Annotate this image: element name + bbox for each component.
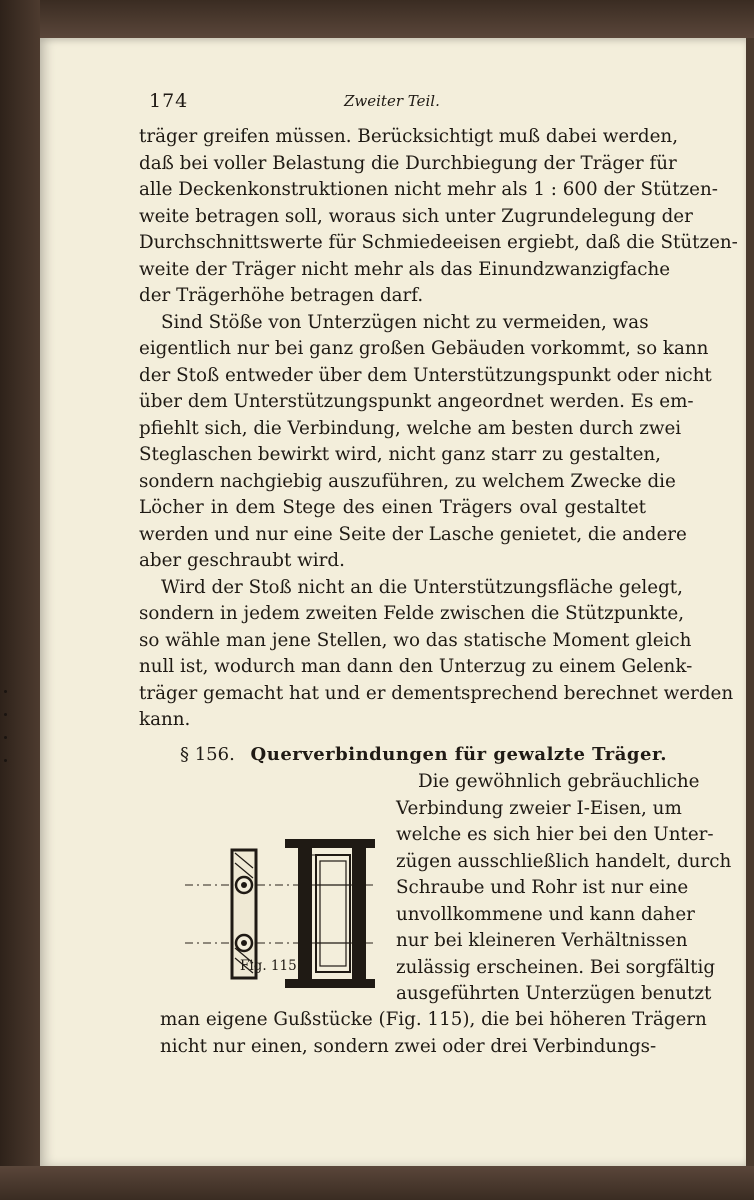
- text-line: träger gemacht hat und er dementsprechend berechnet werden: [139, 682, 734, 704]
- text-line: Durchschnittswerte für Schmiedeeisen ergiebt, daß die Stützen-: [139, 232, 738, 253]
- text-line: pfiehlt sich, die Verbindung, welche am besten durch zwei: [139, 417, 682, 439]
- running-head: Zweiter Teil.: [344, 92, 440, 110]
- text-line: weite der Träger nicht mehr als das Einundzwanzigfache: [139, 258, 671, 280]
- side-paragraph: [396, 769, 732, 1008]
- text-line: Löcher in dem Stege des einen Trägers oval gestaltet: [139, 497, 646, 518]
- text-line: Wird der Stoß nicht an die Unterstützungsfläche gelegt,: [160, 576, 683, 598]
- text-line: werden und nur eine Seite der Lasche genietet, die andere: [139, 523, 687, 545]
- text-line: träger greifen müssen. Berücksichtigt muß dabei werden,: [139, 126, 679, 147]
- book-page: [40, 38, 746, 1166]
- text-line: über dem Unterstützungspunkt angeordnet werden. Es em-: [139, 391, 694, 412]
- text-line: der Stoß entweder über dem Unterstützungspunkt oder nicht: [139, 364, 712, 386]
- text-line: sondern nachgiebig auszuführen, zu welchem Zwecke die: [139, 470, 676, 492]
- text-line: aber geschraubt wird.: [139, 550, 345, 571]
- text-line: Sind Stöße von Unterzügen nicht zu vermeiden, was: [160, 311, 649, 333]
- text-line: kann.: [139, 709, 191, 730]
- edge-marks: [4, 690, 7, 782]
- paragraph-2: [139, 310, 712, 575]
- text-line: ausgeführten Unterzügen benutzt: [396, 983, 712, 1004]
- text-line: Die gewöhnlich gebräuchliche: [417, 771, 700, 792]
- text-line: unvollkommene und kann daher: [396, 903, 695, 925]
- paragraph-1: [139, 124, 738, 310]
- book-binding-top: [0, 0, 754, 38]
- text-line: Verbindung zweier I-Eisen, um: [396, 797, 682, 819]
- text-line: eigentlich nur bei ganz großen Gebäuden vorkommt, so kann: [139, 338, 709, 359]
- section-number: § 156.: [180, 744, 235, 765]
- text-line: so wähle man jene Stellen, wo das statische Moment gleich: [139, 629, 692, 651]
- text-line: null ist, wodurch man dann den Unterzug zu einem Gelenk-: [139, 656, 693, 677]
- figure-caption: Fig. 115.: [240, 958, 301, 974]
- body-text: [139, 124, 738, 734]
- page-number: 174: [149, 90, 189, 112]
- text-line: zulässig erscheinen. Bei sorgfältig: [396, 956, 716, 978]
- text-line: welche es sich hier bei den Unter-: [396, 824, 714, 845]
- page-header: [149, 90, 625, 118]
- text-line: man eigene Gußstücke (Fig. 115), die bei höheren Trägern: [160, 1009, 707, 1030]
- text-line: zügen ausschließlich handelt, durch: [396, 850, 732, 872]
- book-binding-left: [0, 0, 40, 1200]
- text-line: der Trägerhöhe betragen darf.: [139, 285, 424, 306]
- section-heading: [180, 744, 668, 765]
- text-line: Schraube und Rohr ist nur eine: [396, 877, 689, 898]
- text-line: alle Deckenkonstruktionen nicht mehr als 1 : 600 der Stützen-: [139, 179, 718, 200]
- section-title: Querverbindungen für gewalzte Träger.: [250, 744, 668, 765]
- text-line: nicht nur einen, sondern zwei oder drei Verbindungs-: [160, 1035, 657, 1057]
- text-line: nur bei kleineren Verhältnissen: [396, 930, 688, 951]
- text-line: weite betragen soll, woraus sich unter Zugrundelegung der: [139, 205, 693, 227]
- paragraph-3: [139, 575, 734, 734]
- text-line: Steglaschen bewirkt wird, nicht ganz starr zu gestalten,: [139, 444, 661, 465]
- text-line: daß bei voller Belastung die Durchbiegung der Träger für: [139, 152, 677, 174]
- text-line: sondern in jedem zweiten Felde zwischen die Stützpunkte,: [139, 603, 685, 624]
- book-binding-bottom: [0, 1166, 754, 1200]
- continued-paragraph: [160, 1007, 707, 1060]
